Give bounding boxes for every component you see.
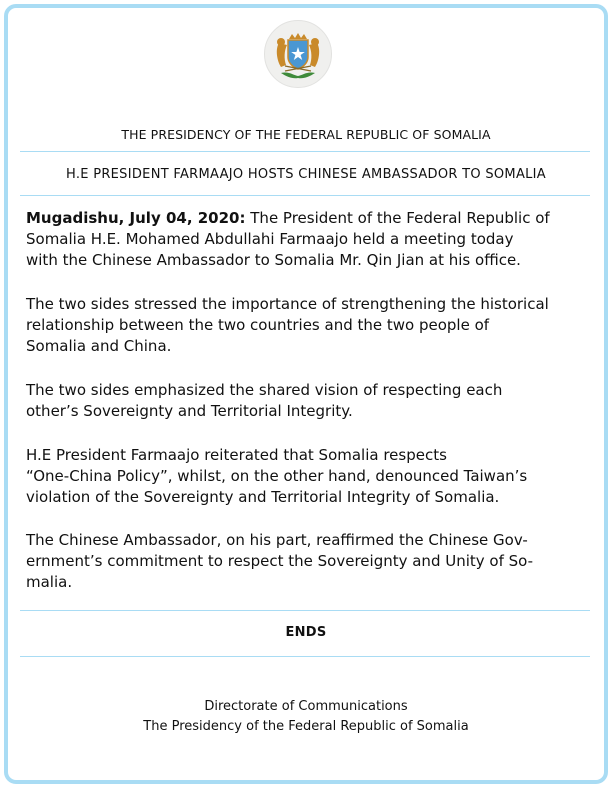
paragraph-3 <box>26 380 586 422</box>
paragraph-2-line-3: Somalia and China. <box>26 337 172 355</box>
footer-directorate: Directorate of Communications <box>204 699 408 714</box>
paragraph-1-line-1 <box>26 208 586 229</box>
divider <box>20 610 590 611</box>
right-leopard-head <box>311 38 319 46</box>
paragraph-5-line-3: malia. <box>26 573 73 591</box>
paragraph-3-line-2: other’s Sovereignty and Territorial Integrity. <box>26 402 353 420</box>
crown-shape <box>289 33 307 39</box>
paragraph-5-line-2: ernment’s commitment to respect the Sovereignty and Unity of So- <box>26 552 534 570</box>
divider <box>20 151 590 152</box>
left-leopard-shape <box>277 43 287 67</box>
coat-of-arms-icon <box>264 20 332 88</box>
footer-presidency: The Presidency of the Federal Republic of Somalia <box>143 719 469 734</box>
divider <box>20 195 590 196</box>
dateline: Mugadishu, July 04, 2020: <box>26 209 246 227</box>
paragraph-1 <box>26 208 586 271</box>
leaves-shape <box>281 72 315 78</box>
right-leopard-shape <box>309 43 319 67</box>
paragraph-3-line-1: The two sides emphasized the shared vision of respecting each <box>26 381 503 399</box>
paragraph-1-line-3: with the Chinese Ambassador to Somalia Mr. Qin Jian at his office. <box>26 251 521 269</box>
paragraph-4-line-1: H.E President Farmaajo reiterated that Somalia respects <box>26 446 447 464</box>
organization-title: THE PRESIDENCY OF THE FEDERAL REPUBLIC OF SOMALIA <box>121 127 491 142</box>
paragraph-1-text: The President of the Federal Republic of <box>245 209 550 227</box>
paragraph-4-line-2: “One-China Policy”, whilst, on the other hand, denounced Taiwan’s <box>26 467 528 485</box>
paragraph-4-line-3: violation of the Sovereignty and Territorial Integrity of Somalia. <box>26 488 500 506</box>
press-release-headline: H.E PRESIDENT FARMAAJO HOSTS CHINESE AMBASSADOR TO SOMALIA <box>65 167 547 182</box>
divider <box>20 656 590 657</box>
paragraph-5 <box>26 530 586 593</box>
left-leopard-head <box>277 38 285 46</box>
paragraph-4 <box>26 445 586 508</box>
paragraph-5-line-1: The Chinese Ambassador, on his part, reaffirmed the Chinese Gov- <box>26 531 528 549</box>
somalia-coat-of-arms-icon <box>265 21 331 87</box>
paragraph-2-line-1: The two sides stressed the importance of strengthening the historical <box>26 295 549 313</box>
paragraph-2-line-2: relationship between the two countries and the two people of <box>26 316 490 334</box>
paragraph-2 <box>26 294 586 357</box>
paragraph-1-line-2: Somalia H.E. Mohamed Abdullahi Farmaajo held a meeting today <box>26 230 514 248</box>
ends-marker: ENDS <box>285 625 327 640</box>
